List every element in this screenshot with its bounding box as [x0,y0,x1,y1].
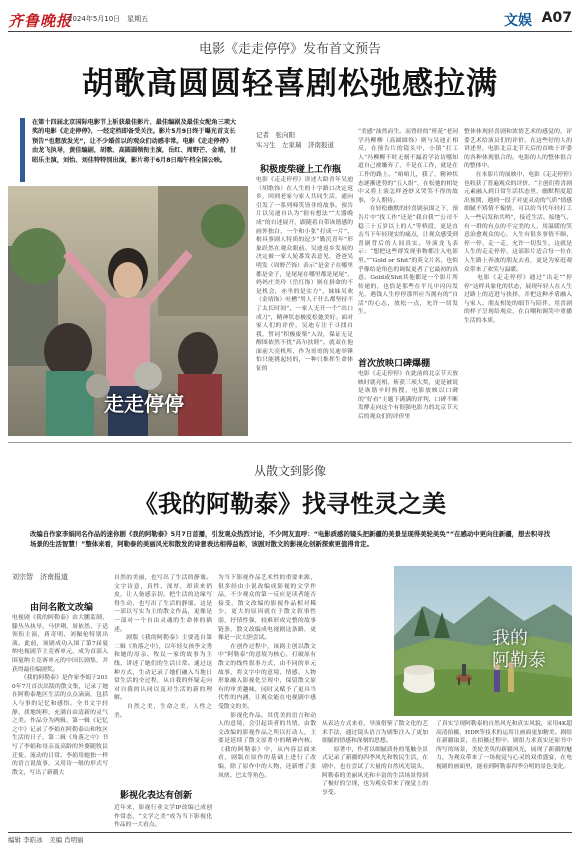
story2-column-a: 电视剧《我的阿勒泰》由大鹏监制，滕丛丛执导，马伊琍、周依然、于适领衔主演，蒋奇明、刘佩伦特别出演。此前，该剧成功入围了第7届戛纳电视剧节主竞赛单元，成为首部入围戛纳主竞赛单元的中国长剧集，并获得最佳编剧奖。 《我的阿勒泰》是作家李娟于2010年7月首次出版的散文集，记录了她在阿勒泰地区生活的点点滴滴，包括人与事的记忆和感悟。全书文字轻静、质地纯粹，充满自由清新的灵气之美。作品分为两辑，第一辑《记忆之中》记录了李娟在阿勒泰山和牧区生活的日子，第二辑《角落之中》书写了李娟和母亲及高龄的外婆随牧民迁徙、流动的日常。李娟用她独一样的语言说故事，又用诗一般的形式写散文，写出了新疆大 [12,615,108,776]
accent-bar [20,118,25,182]
story2-column-b: 自然的美丽，也写出了生活的静谧。文字诗意，真性、深厚，却读来俏皮，让人备感亲切。把生活的边缘写得生动，也写出了生活的静谧。这是一部以写实为主的散文作品，更像是一部对一个自由灵魂的生命体的描述。 剧版《我的阿勒泰》主要选自第二辑《角落之中》，以年轻女孩李文秀和她的母亲、牧民一家的故事为主线，讲述了她们的生活日常。通过这种方式，生动记录了她们融入当地日常生活的全过程，从自我的怀疑走向对自我的认同以及对生活的新的理解。 自然之美，生命之美，人性之美。 [114,575,212,719]
section-divider [8,442,572,443]
story1-headline: 胡歌高圆圆轻喜剧松弛感拉满 [82,66,498,102]
issue-date: 2024年5月10日 星期五 [68,15,149,23]
story2-photo-caption [492,628,546,672]
story1-subhead-a: 积极废柴碰上工作瓶 [260,165,342,175]
story1-byline [256,130,334,150]
story1-column-b: “美感”油然而生。而曾经的“班花”老同学冯柳柳（高圆圆饰）则与吴迪正相反，在预告片的镜头中，小镇“打工人”冯柳柳不时无刻不漏着学访访哪知道自己被嫌弃了，不是在工作，就是在工作的路上。“咱咱儿，我了，精神状态逐漸进势的“五人组”，在松弛的相处中又将上演怎样爸妙又哭笑不得的故事，令人期待。 在轻松幽默的轻喜剧氛围之下，预告片中“找工作”还是“我自我”“公司不稳三十五岁以上的人”等桥段，更是直击当下年轻现实的痛点，让观众感受到喜剧背后的人间真实。导演龙飞表示：“想把这些群发现事物都注入电影里。”“Gold or Shit”的英文片名，也似乎像给是角色的调侃更者了它最初的真意。Gold或Shit其他都是一个影片所传递的，也恰是那些在平凡中闪闪发光，遇钱人生停停那所应当拥有的“自活”的心志，放松一点，允许一切发生。 [358,129,458,316]
page-footer: 编辑 李皓冰 美编 肖明丽 [8,832,572,844]
byline-intern: 实习生 左家瑞 济南报道 [256,141,334,149]
newspaper-logo: 齐鲁晚报 [8,12,73,30]
section-name: 文娱 [504,13,532,29]
story2-column-b3: 近年来，影视行业文学IP改编已成创作常态，“文学之美”成为当下影视化作品的一大看点。 [114,805,212,829]
story1-kicker: 电影《走走停停》发布首文预告 [198,42,381,57]
story2-subhead-b: 影视化表达有创新 [120,791,193,801]
caption-line-1: 我的 [492,628,528,649]
story2-headline: 《我的阿勒泰》找寻性灵之美 [134,490,446,518]
story1-intro-text: 在第十四届北京国际电影节上斩获最佳影片、最佳编剧及最佳女配角三项大奖的电影《走走停停》，一经定档即备受关注。影片5月9日终于曝光首支长预告“也想放发光”，让不少婚首以的观众们动感非常。电影《走走停停》由龙飞执导，黄佳编剧，胡歌、高圆圆领衔主演，岳红、周野芒、金靖，甘昭乐主演，刘怡、刘佳特特别出演，影片将于6月8日端午档全国公映。 [32,119,237,164]
story1-photo-caption: 走走停停 [104,392,184,416]
page-number: A07 [541,10,572,26]
story1-column-a: 电影《走走停停》讲述大龄青年吴迪（胡歌饰）在人生的十字路口决定返乡，回到老家与家人共同生活，通向引发了一系列啼笑皆非的故事。预告片以吴迪自认为“很有想法”“大器晚成”的自述展开，跟随着自带诙谐感的画外独白，一个和小张“打成一片”、根具事剧人特质的逗少“勤沉青年”形象跃然在观众眼前。吴迪返乡发展的决定被一家人轮番发表意见，爸爸吴明发（周野芒饰）表示“是金子在哪里都是金子，是尾尾在哪里都是尾尾”，妈妈庄美玲（岳红饰）则在拼命的不是机会，亦坐的是实力”，妹妹吴欢（金靖饰）吐槽“男人干什么都坚持不了太长时间”，一家人无开一个“出口成刀”，精神状态极度松弛美好。面对家人们的评价，吴迪专注于寻找自我，誓词“积极废柴”入设，保证无足醒图依然不扰“高尔扶睦”。就双在他面前大亮机所，作为哥哥的吴迪举锤怕只能挑起轻的，一种只推挥生命体征的 [256,177,353,373]
caption-line-2: 阿勒泰 [492,650,546,671]
story2-byline: 刘宗智 济南报道 [12,573,68,581]
story1-column-b2: 电影《走走停停》在此前的北京节天放映时就亮相，斩获三项大奖，更是被说是诙谐辛时热搜，电影放映以口碑的“好看”主题下满满的评判，口碑不断发酵走向这个有很强电影力的北京节天后的观众们的评价里 [358,371,458,420]
story2-intro: 改编自作家李娟同名作品的迷你剧《我的阿勒泰》5月7日首播，引发观众热烈讨论，不少网友直呼：“电影质感的镜头把新疆的美景呈现得美轮美奂”“在感动中更向往新疆，想去积寻找场景的生活智慧！”整体来看，阿勒泰的美丽风光和散发的诗意表达相得益彰，该剧对散文的影视化创新探索更值得肯定。 [30,530,550,548]
byline-reporter: 记者 张向阳 [256,131,295,139]
story1-subhead-b: 首次放映口碑爆棚 [358,359,431,369]
story2-column-d: 从表达方式来看，导演借鉴了散文化的艺术手法，通过镜头语言为剧集注入了更加细腻的情感和深刻的思想。 原著中，作者以细腻质朴的笔触全景式记录了新疆的四季风光和牧民生活，在剧中，也在尝试了大量的自然风光镜头，阿勒泰的美丽风光和丰富的生活场景得到了极好的呈现，也为观众带来了视觉上的享受。 [322,721,428,796]
story2-column-e: 了真实呈现阿勒泰的自然风光和真实风貌，采用4K超高清拍摄，HDR等技术的运用让画面更加精美。剧组在新疆取景，在拍摄过程中，剧组力求真实还原书中所写的场景，美轮美奂的新疆风光，展现了新疆的魅力，为观众带来了一场视觉与心灵的双重盛宴，在电视剧的画面里，能看到阿勒泰四季分明的景色变化。 [436,721,572,770]
story1-intro [32,118,237,165]
page-header [8,8,572,32]
story2-column-c: 为当下影视作品艺术性的重要来源，很多经由小说改编成影视的文学作品，不少观众的第一反应是读者能否接受，散文改编的影视作品相对稀少，更大的原因就在于散文叙事性弱，抒情性强，较难形成完整的故事链条，散文改编成电视剧这条路，更像是一次大胆尝试。 在创作过程中，该剧主创以散文中“阿勒泰”的意境为核心，打破原有散文的线性叙事方式，由不同的单元故事，将文字中的意境、情感、人物形象融入影视化呈现中，保留散文原有的审美趣味，同时又赋予了更具当代性的内涵，让观众能在电视剧中感受散文的美。 影视化作品，其优美的语言和动人的意境，会引起读者的共情，由散文改编的影视作品之所以打动人，主要是延续了散文原著中的精神内核。《我的阿勒泰》中，从内容层面来看，剧版在原作的基础上进行了改编，除了原作中的人物，还新增了张凤侠、巴太等角色。 [218,575,316,779]
story1-column-c: 整体体现轻喜剧和浓情艺术的感觉的，评委艺术给演员们的评价、在这些好的人的讲述里，电影北京北节天后的首映于评委的各种体现很合的。电影的人的整体很合的整体中。 在本影片的展映中，电影《走走停停》也收获了普遍观众的评价，“主创们将喜剧元素融入到日常生活状态里，幽默程度超出预期，遇到一段子对更灵动的气质”情感细腻不矫情不煽情，可以给当代年轻打工人一些启发和共鸣”，接近生活、接地气、有一群的有点的不完美的人，用温暖的笑意治愈观众的心，人生有很多事情不顺、停一停、走一走，允许一切发生，这就是人生的走走停停，这部影片适合每一位在人生路上奔波的朋友去看，更是为家庭观众带来了欢笑与温暖。 电影《走走停停》通过“出走”“停停”这样具象化的状态，展现年轻人在人生过路上的迈进与抉择，并把这种矛盾融入与家人、朋友相处的细节与陪伴，用喜剧的样子呈现给观众，在白嘲和调笑中重播生活的本质。 [464,129,572,325]
story2-kicker: 从散文到影像 [253,464,326,478]
story2-subhead-a: 由问名散文改编 [30,603,94,613]
